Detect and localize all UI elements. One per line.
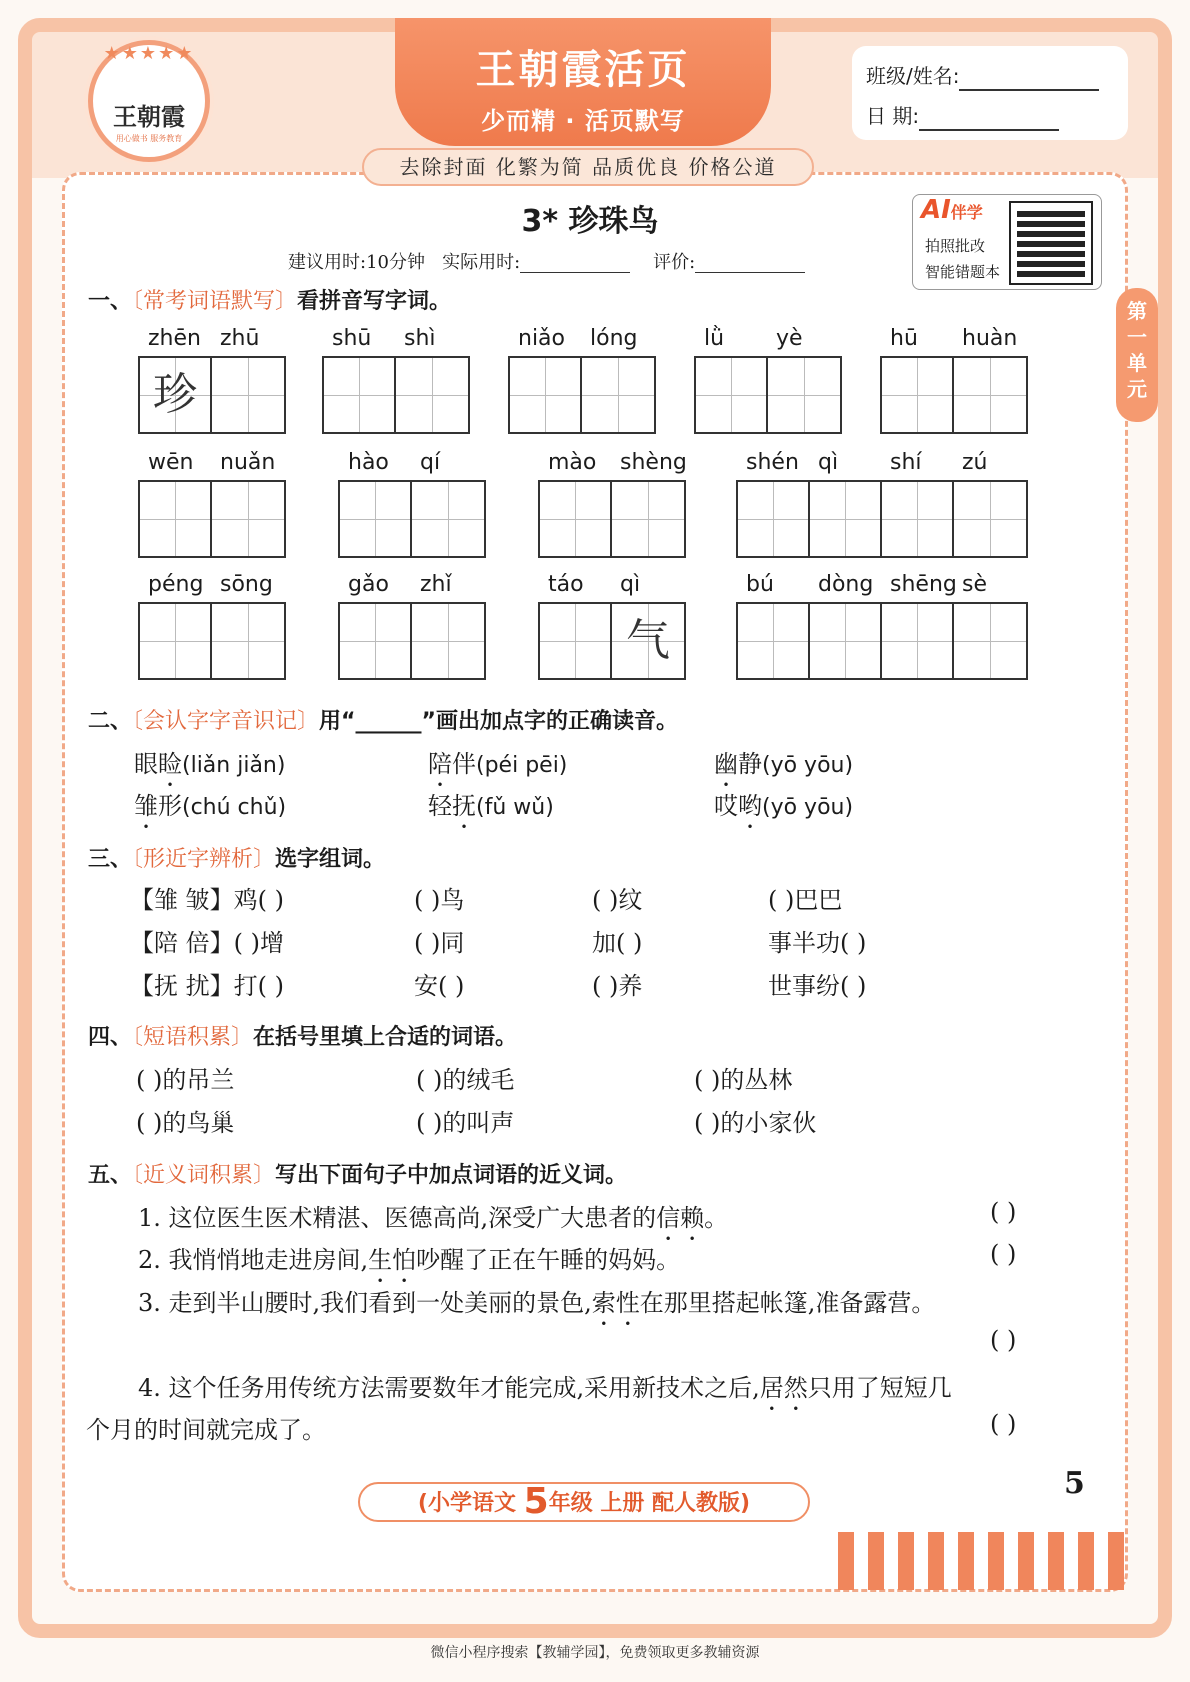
reading-options[interactable]: (péi pēi) bbox=[476, 753, 568, 778]
pinyin-label: shì bbox=[404, 326, 436, 351]
date-field[interactable] bbox=[919, 105, 1059, 131]
pinyin-label: bú bbox=[746, 572, 774, 597]
phrase-blank[interactable]: ( )的叫声 bbox=[416, 1109, 515, 1137]
char-box-row bbox=[138, 356, 286, 434]
lesson-meta bbox=[288, 248, 918, 274]
pinyin-label: shí bbox=[890, 450, 922, 475]
answer-paren-2[interactable]: ( ) bbox=[990, 1240, 1017, 1268]
reading-options[interactable]: (liǎn jiǎn) bbox=[182, 753, 286, 778]
name-box bbox=[852, 46, 1128, 140]
section-1-heading: 一、〔常考词语默写〕看拼音写字词。 bbox=[88, 289, 452, 314]
phrase-blank[interactable]: ( )的吊兰 bbox=[136, 1066, 235, 1094]
char-box-row bbox=[338, 602, 486, 680]
pinyin-label: niǎo bbox=[518, 326, 565, 351]
pinyin-label: qí bbox=[420, 450, 441, 475]
pinyin-label: shén bbox=[746, 450, 799, 475]
word-blank[interactable]: ( )同 bbox=[414, 929, 465, 957]
class-name-label: 班级/姓名: bbox=[866, 64, 960, 88]
char-box[interactable] bbox=[882, 482, 954, 556]
char-box-row bbox=[322, 356, 470, 434]
char-box[interactable] bbox=[212, 358, 284, 432]
pronunciation-item: 眼睑(liǎn jiǎn) bbox=[134, 750, 286, 778]
phrase-blank[interactable]: ( )的小家伙 bbox=[694, 1109, 817, 1137]
pinyin-label: zhǐ bbox=[420, 572, 452, 597]
pinyin-label: péng bbox=[148, 572, 204, 597]
pronunciation-item: 幽静(yō yōu) bbox=[714, 750, 854, 778]
pinyin-label: shū bbox=[332, 326, 372, 351]
word-blank[interactable]: ( )养 bbox=[592, 972, 643, 1000]
char-box-row bbox=[138, 602, 286, 680]
sentence-2: 2. 我悄悄地走进房间,生怕吵醒了正在午睡的妈妈。 bbox=[138, 1246, 681, 1274]
sentence-3: 3. 走到半山腰时,我们看到一处美丽的景色,索性在那里搭起帐篷,准备露营。 bbox=[138, 1289, 936, 1317]
pinyin-label: hào bbox=[348, 450, 389, 475]
pinyin-label: huàn bbox=[962, 326, 1018, 351]
char-box-row bbox=[508, 356, 656, 434]
pinyin-label: gǎo bbox=[348, 572, 389, 597]
pronunciation-item: 雏形(chú chǔ) bbox=[134, 792, 287, 820]
char-box[interactable] bbox=[738, 482, 810, 556]
char-box[interactable] bbox=[212, 482, 284, 556]
brand-title: 王朝霞活页 bbox=[475, 47, 691, 93]
char-box-row bbox=[538, 602, 686, 680]
char-box[interactable] bbox=[954, 358, 1026, 432]
unit-tab bbox=[1116, 288, 1158, 422]
char-box[interactable] bbox=[954, 482, 1026, 556]
word-blank[interactable]: 加( ) bbox=[592, 929, 643, 957]
ai-logo: AI伴学 bbox=[921, 195, 983, 225]
pinyin-label: wēn bbox=[148, 450, 194, 475]
suggested-time: 建议用时:10分钟 bbox=[288, 252, 425, 273]
handwritten-char: 珍 bbox=[153, 369, 197, 420]
char-box-row bbox=[694, 356, 842, 434]
sentence-4: 4. 这个任务用传统方法需要数年才能完成,采用新技术之后,居然只用了短短几 bbox=[138, 1374, 952, 1402]
char-box[interactable] bbox=[140, 482, 212, 556]
section-5-heading: 五、〔近义词积累〕写出下面句子中加点词语的近义词。 bbox=[88, 1163, 628, 1188]
pinyin-label: lǜ bbox=[704, 326, 725, 351]
ai-description: 拍照批改 智能错题本 bbox=[925, 237, 1001, 281]
char-box[interactable] bbox=[340, 482, 412, 556]
phrase-blank[interactable]: ( )的鸟巢 bbox=[136, 1109, 235, 1137]
char-box[interactable] bbox=[340, 604, 412, 678]
publisher-logo bbox=[88, 40, 210, 162]
pinyin-label: qì bbox=[818, 450, 839, 475]
sentence-4-continued: 个月的时间就完成了。 bbox=[86, 1416, 326, 1444]
brand-banner bbox=[395, 18, 771, 146]
qr-code-icon[interactable] bbox=[1011, 203, 1091, 283]
pinyin-label: sè bbox=[962, 572, 987, 597]
char-box-row bbox=[736, 602, 1028, 680]
char-box[interactable] bbox=[954, 604, 1026, 678]
char-box[interactable] bbox=[324, 358, 396, 432]
char-box[interactable] bbox=[212, 604, 284, 678]
rating-label: 评价: bbox=[653, 252, 696, 273]
watermark-text: 微信小程序搜索【教辅学园】，免费领取更多教辅资源 bbox=[430, 1645, 760, 1661]
footer-banner: (小学语文 5年级 上册 配人教版) bbox=[358, 1482, 810, 1522]
unit-tab-label: 第一单元 bbox=[1127, 299, 1147, 401]
pinyin-label: dòng bbox=[818, 572, 874, 597]
word-blank[interactable]: ( )纹 bbox=[592, 886, 643, 914]
pinyin-label: shèng bbox=[620, 450, 687, 475]
char-box[interactable] bbox=[612, 482, 684, 556]
pinyin-label: nuǎn bbox=[220, 450, 276, 475]
pinyin-label: shēng bbox=[890, 572, 957, 597]
section-3-heading: 三、〔形近字辨析〕选字组词。 bbox=[88, 847, 386, 872]
char-box[interactable] bbox=[882, 358, 954, 432]
answer-paren-4[interactable]: ( ) bbox=[990, 1410, 1017, 1438]
reading-options[interactable]: (yō yōu) bbox=[762, 795, 854, 820]
date-label: 日 期: bbox=[866, 104, 920, 128]
brand-subtitle: 少而精 · 活页默写 bbox=[481, 107, 685, 135]
reading-options[interactable]: (fǔ wǔ) bbox=[476, 795, 554, 820]
word-blank[interactable]: 事半功( ) bbox=[768, 929, 867, 957]
pinyin-label: mào bbox=[548, 450, 597, 475]
section-4-heading: 四、〔短语积累〕在括号里填上合适的词语。 bbox=[88, 1025, 518, 1050]
char-box-row bbox=[138, 480, 286, 558]
answer-paren-1[interactable]: ( ) bbox=[990, 1198, 1017, 1226]
page-number: 5 bbox=[1064, 1466, 1085, 1501]
logo-text: 王朝霞 bbox=[113, 103, 185, 131]
pinyin-label: yè bbox=[776, 326, 803, 351]
char-box[interactable] bbox=[810, 482, 882, 556]
word-blank[interactable]: ( )鸟 bbox=[414, 886, 465, 914]
word-blank[interactable]: 【陪 倍】( )增 bbox=[130, 929, 284, 957]
pinyin-label: hū bbox=[890, 326, 918, 351]
char-box[interactable] bbox=[768, 358, 840, 432]
pinyin-label: zú bbox=[962, 450, 988, 475]
char-box[interactable] bbox=[738, 604, 810, 678]
char-box[interactable] bbox=[412, 604, 484, 678]
char-box[interactable] bbox=[882, 604, 954, 678]
pinyin-label: sōng bbox=[220, 572, 273, 597]
pronunciation-item: 哎哟(yō yōu) bbox=[714, 792, 854, 820]
decorative-bars bbox=[838, 1532, 1128, 1590]
char-box[interactable] bbox=[582, 358, 654, 432]
char-box[interactable] bbox=[412, 482, 484, 556]
logo-subtext: 用心做书 服务教育 bbox=[115, 134, 183, 143]
pinyin-label: zhēn bbox=[148, 326, 201, 351]
class-name-field[interactable] bbox=[959, 65, 1099, 91]
handwritten-char: 气 bbox=[626, 615, 670, 666]
char-box-row bbox=[736, 480, 1028, 558]
phrase-blank[interactable]: ( )的绒毛 bbox=[416, 1066, 515, 1094]
word-blank[interactable]: ( )巴巴 bbox=[768, 886, 843, 914]
char-box[interactable] bbox=[696, 358, 768, 432]
word-blank[interactable]: 安( ) bbox=[414, 972, 465, 1000]
char-box[interactable] bbox=[396, 358, 468, 432]
word-blank[interactable]: 【抚 扰】打( ) bbox=[130, 972, 284, 1000]
char-box[interactable] bbox=[140, 358, 212, 432]
pinyin-label: qì bbox=[620, 572, 641, 597]
char-box[interactable] bbox=[540, 482, 612, 556]
word-blank[interactable]: 【雏 皱】鸡( ) bbox=[130, 886, 284, 914]
reading-options[interactable]: (yō yōu) bbox=[762, 753, 854, 778]
char-box-row bbox=[880, 356, 1028, 434]
char-box[interactable] bbox=[612, 604, 684, 678]
pinyin-label: táo bbox=[548, 572, 584, 597]
section-2-heading: 二、〔会认字字音识记〕用“______”画出加点字的正确读音。 bbox=[88, 709, 678, 734]
char-box[interactable] bbox=[510, 358, 582, 432]
phrase-blank[interactable]: ( )的丛林 bbox=[694, 1066, 793, 1094]
char-box-row bbox=[338, 480, 486, 558]
star-icon: ★★★★★ bbox=[103, 43, 195, 64]
slogan: 去除封面 化繁为简 品质优良 价格公道 bbox=[362, 148, 814, 186]
actual-time-label: 实际用时: bbox=[442, 252, 521, 273]
rating-field[interactable] bbox=[695, 253, 805, 273]
word-blank[interactable]: 世事纷( ) bbox=[768, 972, 867, 1000]
actual-time-field[interactable] bbox=[520, 253, 630, 273]
char-box[interactable] bbox=[540, 604, 612, 678]
char-box-row bbox=[538, 480, 686, 558]
pronunciation-item: 陪伴(péi pēi) bbox=[428, 750, 568, 778]
pronunciation-item: 轻抚(fǔ wǔ) bbox=[428, 792, 554, 820]
reading-options[interactable]: (chú chǔ) bbox=[182, 795, 287, 820]
pinyin-label: zhū bbox=[220, 326, 260, 351]
ai-study-box bbox=[912, 194, 1102, 290]
pinyin-label: lóng bbox=[590, 326, 638, 351]
sentence-1: 1. 这位医生医术精湛、医德高尚,深受广大患者的信赖。 bbox=[138, 1204, 729, 1232]
lesson-title: 3* 珍珠鸟 bbox=[521, 204, 659, 239]
char-box[interactable] bbox=[140, 604, 212, 678]
char-box[interactable] bbox=[810, 604, 882, 678]
answer-paren-3[interactable]: ( ) bbox=[990, 1326, 1017, 1354]
